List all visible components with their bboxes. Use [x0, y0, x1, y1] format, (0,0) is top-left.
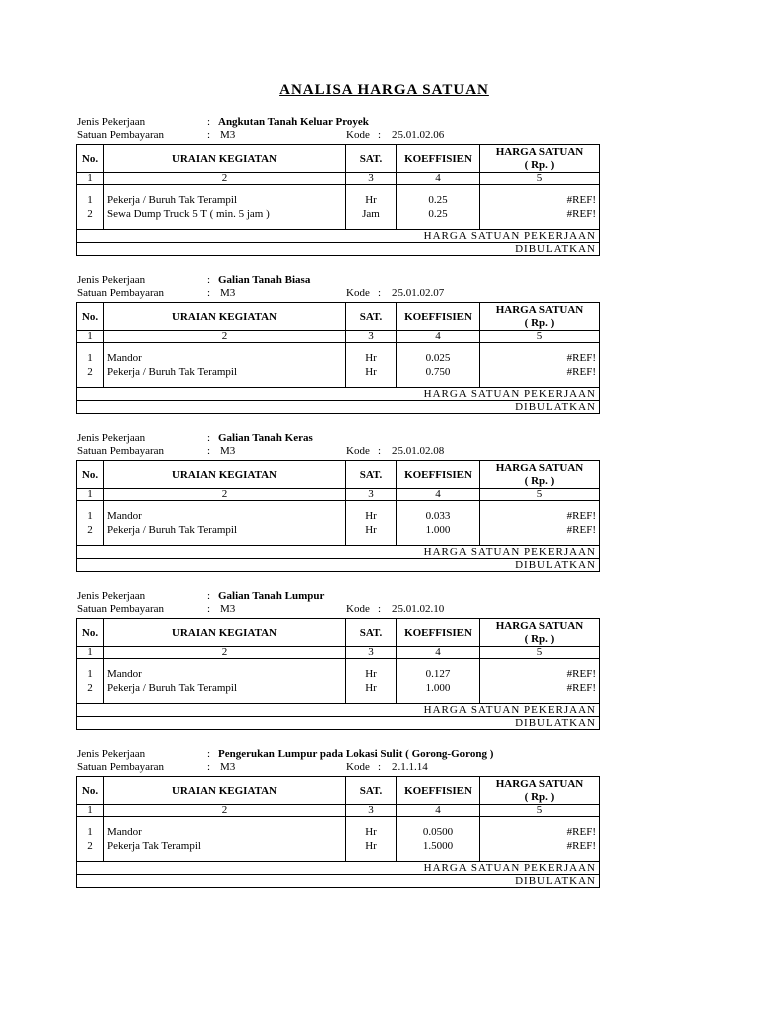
table-header-row: [77, 145, 600, 173]
analysis-section: [0, 590, 768, 754]
harga-satuan-pekerjaan-label: HARGA SATUAN PEKERJAAN: [77, 862, 600, 875]
satuan-label: Satuan Pembayaran: [77, 603, 165, 615]
table-header-row: [77, 303, 600, 331]
table-header-row: [77, 777, 600, 805]
item-sat: Hr: [365, 524, 377, 536]
sat-cell: [346, 817, 397, 862]
jenis-value: Angkutan Tanah Keluar Proyek: [218, 116, 369, 128]
col-number: 4: [397, 805, 480, 817]
col-number: 4: [397, 647, 480, 659]
col-number: 3: [346, 489, 397, 501]
item-sat: Hr: [365, 194, 377, 206]
analysis-table: [76, 144, 600, 256]
col-number: 2: [104, 805, 346, 817]
satuan-colon: :: [207, 287, 211, 299]
analysis-section: [0, 748, 768, 912]
no-cell: [77, 185, 104, 230]
col-number: 3: [346, 805, 397, 817]
kode-colon: :: [378, 603, 382, 615]
kode-label: Kode: [346, 445, 370, 457]
kode-value: 25.01.02.07: [392, 287, 445, 299]
uraian-cell: [104, 817, 346, 862]
no-cell: [77, 343, 104, 388]
item-sat: Hr: [365, 826, 377, 838]
analysis-table: [76, 618, 600, 730]
harga-satuan-pekerjaan-row: [77, 230, 600, 243]
col-harga-header: [480, 303, 600, 331]
jenis-colon: :: [207, 590, 211, 602]
satuan-value: M3: [220, 761, 236, 773]
col-sat-header: SAT.: [346, 145, 397, 173]
dibulatkan-row: [77, 875, 600, 888]
col-uraian-header: URAIAN KEGIATAN: [104, 461, 346, 489]
item-sat: Hr: [365, 510, 377, 522]
item-harga: #REF!: [566, 668, 596, 680]
dibulatkan-label: DIBULATKAN: [77, 717, 600, 730]
item-koef: 1.000: [425, 682, 451, 694]
table-row: [77, 817, 600, 862]
col-number: 3: [346, 331, 397, 343]
col-number: 5: [480, 331, 600, 343]
kode-value: 25.01.02.08: [392, 445, 445, 457]
item-harga: #REF!: [566, 510, 596, 522]
col-uraian-header: URAIAN KEGIATAN: [104, 145, 346, 173]
item-koef: 1.5000: [422, 840, 454, 852]
dibulatkan-row: [77, 559, 600, 572]
harga-cell: [480, 501, 600, 546]
col-number: 5: [480, 173, 600, 185]
jenis-label: Jenis Pekerjaan: [77, 274, 146, 286]
column-number-row: [77, 489, 600, 501]
col-harga-header-line2: ( Rp. ): [524, 790, 555, 803]
sat-cell: [346, 185, 397, 230]
table-header-row: [77, 461, 600, 489]
dibulatkan-label: DIBULATKAN: [77, 559, 600, 572]
col-number: 2: [104, 489, 346, 501]
harga-satuan-pekerjaan-label: HARGA SATUAN PEKERJAAN: [77, 546, 600, 559]
item-harga: #REF!: [566, 840, 596, 852]
no-cell: [77, 817, 104, 862]
kode-label: Kode: [346, 761, 370, 773]
uraian-cell: [104, 343, 346, 388]
col-no-header: No.: [77, 461, 104, 489]
item-no: 1: [87, 352, 93, 364]
item-sat: Hr: [365, 352, 377, 364]
item-harga: #REF!: [566, 682, 596, 694]
col-sat-header: SAT.: [346, 619, 397, 647]
item-sat: Hr: [365, 668, 377, 680]
item-uraian: Pekerja / Buruh Tak Terampil: [107, 682, 238, 694]
item-no: 2: [87, 208, 93, 220]
item-koef: 0.750: [425, 366, 451, 378]
analysis-table: [76, 302, 600, 414]
satuan-colon: :: [207, 761, 211, 773]
column-number-row: [77, 647, 600, 659]
col-harga-header-line1: HARGA SATUAN: [495, 777, 584, 790]
col-sat-header: SAT.: [346, 777, 397, 805]
table-row: [77, 659, 600, 704]
satuan-label: Satuan Pembayaran: [77, 445, 165, 457]
item-uraian: Pekerja / Buruh Tak Terampil: [107, 366, 238, 378]
dibulatkan-row: [77, 401, 600, 414]
harga-cell: [480, 659, 600, 704]
jenis-colon: :: [207, 116, 211, 128]
item-sat: Hr: [365, 840, 377, 852]
harga-satuan-pekerjaan-row: [77, 862, 600, 875]
col-koef-header: KOEFFISIEN: [397, 619, 480, 647]
col-harga-header-line1: HARGA SATUAN: [495, 303, 584, 316]
item-no: 2: [87, 840, 93, 852]
col-no-header: No.: [77, 303, 104, 331]
col-harga-header-line1: HARGA SATUAN: [495, 145, 584, 158]
col-number: 4: [397, 173, 480, 185]
item-no: 2: [87, 366, 93, 378]
item-koef: 0.127: [425, 668, 451, 680]
satuan-value: M3: [220, 129, 236, 141]
jenis-colon: :: [207, 748, 211, 760]
col-harga-header: [480, 777, 600, 805]
item-no: 2: [87, 682, 93, 694]
satuan-value: M3: [220, 445, 236, 457]
col-sat-header: SAT.: [346, 461, 397, 489]
col-harga-header-line2: ( Rp. ): [524, 316, 555, 329]
satuan-colon: :: [207, 445, 211, 457]
koef-cell: [397, 185, 480, 230]
jenis-label: Jenis Pekerjaan: [77, 748, 146, 760]
analysis-section: [0, 274, 768, 438]
sat-cell: [346, 659, 397, 704]
jenis-value: Pengerukan Lumpur pada Lokasi Sulit ( Gorong-Gorong ): [218, 748, 494, 760]
col-number: 1: [77, 173, 104, 185]
item-koef: 0.025: [425, 352, 451, 364]
uraian-cell: [104, 185, 346, 230]
item-harga: #REF!: [566, 366, 596, 378]
item-sat: Hr: [365, 682, 377, 694]
col-number: 4: [397, 331, 480, 343]
item-koef: 0.033: [425, 510, 451, 522]
harga-satuan-pekerjaan-row: [77, 704, 600, 717]
col-number: 1: [77, 647, 104, 659]
analysis-table: [76, 776, 600, 888]
jenis-value: Galian Tanah Biasa: [218, 274, 311, 286]
col-number: 2: [104, 173, 346, 185]
item-uraian: Mandor: [107, 668, 142, 680]
koef-cell: [397, 343, 480, 388]
col-number: 2: [104, 647, 346, 659]
page-title: ANALISA HARGA SATUAN: [279, 82, 489, 98]
analysis-section: [0, 432, 768, 596]
item-no: 1: [87, 826, 93, 838]
dibulatkan-label: DIBULATKAN: [77, 243, 600, 256]
col-number: 1: [77, 489, 104, 501]
jenis-colon: :: [207, 274, 211, 286]
harga-cell: [480, 817, 600, 862]
table-row: [77, 343, 600, 388]
jenis-value: Galian Tanah Lumpur: [218, 590, 325, 602]
col-harga-header: [480, 145, 600, 173]
kode-value: 2.1.1.14: [392, 761, 428, 773]
dibulatkan-row: [77, 717, 600, 730]
harga-satuan-pekerjaan-label: HARGA SATUAN PEKERJAAN: [77, 230, 600, 243]
kode-colon: :: [378, 445, 382, 457]
no-cell: [77, 501, 104, 546]
col-koef-header: KOEFFISIEN: [397, 303, 480, 331]
col-number: 2: [104, 331, 346, 343]
item-no: 2: [87, 524, 93, 536]
jenis-label: Jenis Pekerjaan: [77, 432, 146, 444]
item-uraian: Sewa Dump Truck 5 T ( min. 5 jam ): [107, 208, 270, 220]
no-cell: [77, 659, 104, 704]
col-number: 1: [77, 331, 104, 343]
col-uraian-header: URAIAN KEGIATAN: [104, 303, 346, 331]
analysis-table: [76, 460, 600, 572]
col-harga-header-line2: ( Rp. ): [524, 632, 555, 645]
item-uraian: Mandor: [107, 352, 142, 364]
item-no: 1: [87, 668, 93, 680]
item-koef: 0.0500: [422, 826, 454, 838]
satuan-label: Satuan Pembayaran: [77, 287, 165, 299]
col-number: 1: [77, 805, 104, 817]
item-harga: #REF!: [566, 826, 596, 838]
col-number: 3: [346, 647, 397, 659]
item-no: 1: [87, 510, 93, 522]
kode-label: Kode: [346, 129, 370, 141]
col-koef-header: KOEFFISIEN: [397, 145, 480, 173]
item-koef: 0.25: [428, 208, 448, 220]
jenis-label: Jenis Pekerjaan: [77, 590, 146, 602]
harga-satuan-pekerjaan-label: HARGA SATUAN PEKERJAAN: [77, 704, 600, 717]
satuan-value: M3: [220, 287, 236, 299]
item-harga: #REF!: [566, 208, 596, 220]
item-harga: #REF!: [566, 194, 596, 206]
kode-label: Kode: [346, 603, 370, 615]
table-row: [77, 501, 600, 546]
kode-colon: :: [378, 287, 382, 299]
dibulatkan-label: DIBULATKAN: [77, 875, 600, 888]
col-uraian-header: URAIAN KEGIATAN: [104, 619, 346, 647]
col-no-header: No.: [77, 777, 104, 805]
column-number-row: [77, 173, 600, 185]
kode-colon: :: [378, 129, 382, 141]
col-number: 5: [480, 805, 600, 817]
col-harga-header: [480, 619, 600, 647]
uraian-cell: [104, 501, 346, 546]
dibulatkan-label: DIBULATKAN: [77, 401, 600, 414]
harga-cell: [480, 343, 600, 388]
col-koef-header: KOEFFISIEN: [397, 777, 480, 805]
col-no-header: No.: [77, 145, 104, 173]
col-harga-header-line2: ( Rp. ): [524, 158, 555, 171]
harga-satuan-pekerjaan-label: HARGA SATUAN PEKERJAAN: [77, 388, 600, 401]
col-number: 5: [480, 489, 600, 501]
item-uraian: Mandor: [107, 826, 142, 838]
harga-satuan-pekerjaan-row: [77, 388, 600, 401]
satuan-value: M3: [220, 603, 236, 615]
harga-cell: [480, 185, 600, 230]
item-uraian: Pekerja / Buruh Tak Terampil: [107, 524, 238, 536]
kode-label: Kode: [346, 287, 370, 299]
item-sat: Hr: [365, 366, 377, 378]
table-header-row: [77, 619, 600, 647]
uraian-cell: [104, 659, 346, 704]
column-number-row: [77, 331, 600, 343]
koef-cell: [397, 501, 480, 546]
satuan-label: Satuan Pembayaran: [77, 129, 165, 141]
col-number: 5: [480, 647, 600, 659]
col-no-header: No.: [77, 619, 104, 647]
sat-cell: [346, 343, 397, 388]
dibulatkan-row: [77, 243, 600, 256]
koef-cell: [397, 659, 480, 704]
col-uraian-header: URAIAN KEGIATAN: [104, 777, 346, 805]
col-harga-header: [480, 461, 600, 489]
analysis-section: [0, 116, 768, 280]
harga-satuan-pekerjaan-row: [77, 546, 600, 559]
col-number: 4: [397, 489, 480, 501]
col-sat-header: SAT.: [346, 303, 397, 331]
item-uraian: Pekerja Tak Terampil: [107, 840, 201, 852]
satuan-colon: :: [207, 603, 211, 615]
kode-colon: :: [378, 761, 382, 773]
kode-value: 25.01.02.06: [392, 129, 445, 141]
item-uraian: Pekerja / Buruh Tak Terampil: [107, 194, 238, 206]
col-number: 3: [346, 173, 397, 185]
item-harga: #REF!: [566, 524, 596, 536]
col-harga-header-line1: HARGA SATUAN: [495, 461, 584, 474]
koef-cell: [397, 817, 480, 862]
item-harga: #REF!: [566, 352, 596, 364]
item-koef: 1.000: [425, 524, 451, 536]
item-uraian: Mandor: [107, 510, 142, 522]
item-sat: Jam: [362, 208, 380, 220]
jenis-label: Jenis Pekerjaan: [77, 116, 146, 128]
kode-value: 25.01.02.10: [392, 603, 445, 615]
table-row: [77, 185, 600, 230]
item-koef: 0.25: [428, 194, 448, 206]
satuan-label: Satuan Pembayaran: [77, 761, 165, 773]
sat-cell: [346, 501, 397, 546]
jenis-colon: :: [207, 432, 211, 444]
satuan-colon: :: [207, 129, 211, 141]
jenis-value: Galian Tanah Keras: [218, 432, 313, 444]
item-no: 1: [87, 194, 93, 206]
col-harga-header-line1: HARGA SATUAN: [495, 619, 584, 632]
col-harga-header-line2: ( Rp. ): [524, 474, 555, 487]
col-koef-header: KOEFFISIEN: [397, 461, 480, 489]
column-number-row: [77, 805, 600, 817]
